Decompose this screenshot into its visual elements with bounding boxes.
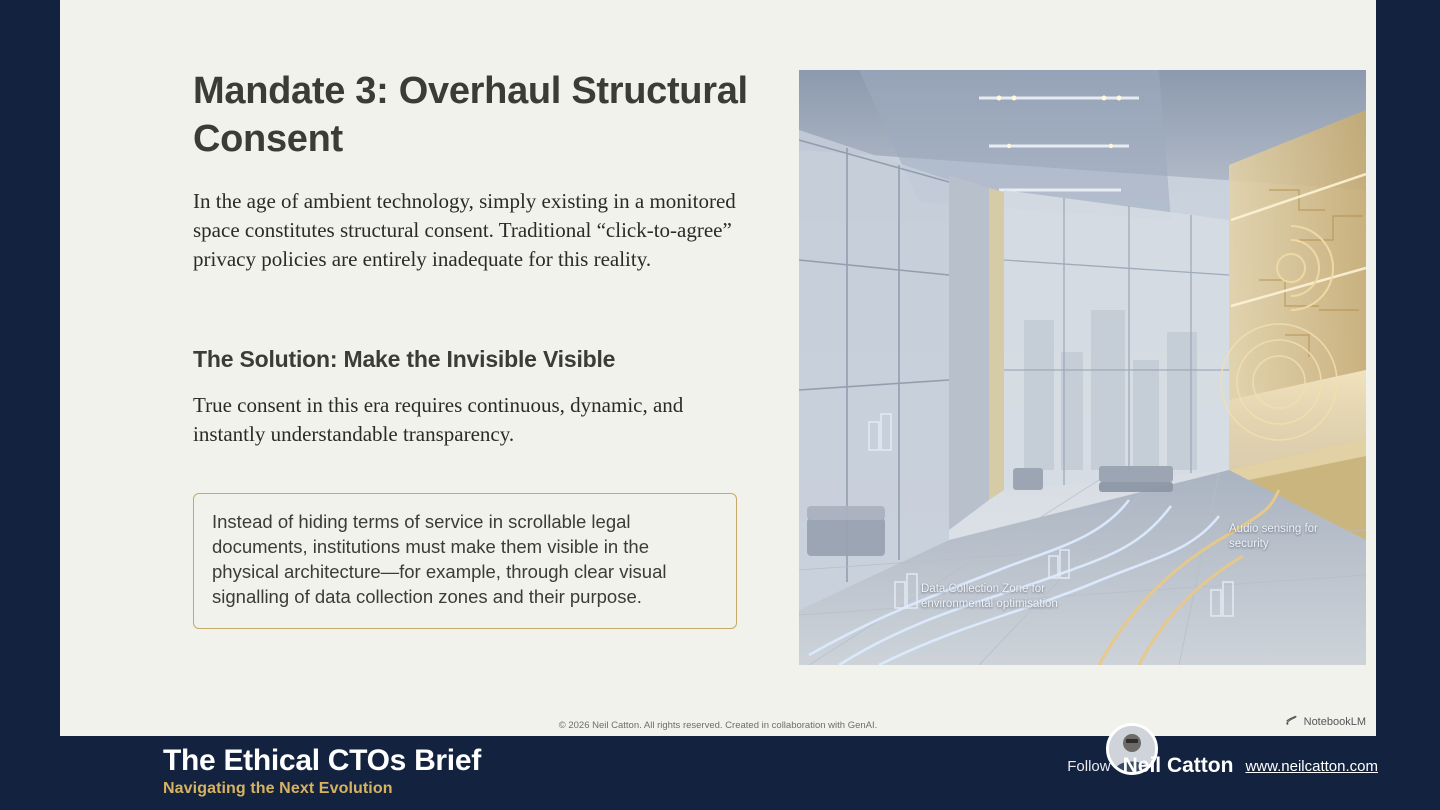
notebooklm-label: NotebookLM (1303, 716, 1366, 728)
artwork-label-audio: Audio sensing for security (1229, 523, 1318, 550)
brand-title: The Ethical CTOs Brief (163, 744, 481, 777)
slide-text-column (193, 68, 753, 629)
callout-text: Instead of hiding terms of service in scrollable legal documents, institutions must make them visible in the physical architecture—for example, through clear visual signalling of data collection zones and their purpose. (212, 510, 667, 607)
page-title: Mandate 3: Overhaul Structural Consent (193, 70, 748, 160)
brand-block (163, 744, 481, 798)
website-link[interactable]: www.neilcatton.com (1245, 757, 1378, 775)
copyright-text: © 2026 Neil Catton. All rights reserved. Created in collaboration with GenAI. (558, 720, 878, 731)
notebooklm-icon (1285, 714, 1298, 730)
lobby-illustration-graphic (799, 70, 1366, 665)
solution-paragraph: True consent in this era requires continuous, dynamic, and instantly understandable transparency. (193, 392, 684, 446)
artwork-label-data: Data Collection Zone for environmental optimisation (921, 583, 1058, 610)
intro-paragraph: In the age of ambient technology, simply existing in a monitored space constitutes structural consent. Traditional “click-to-agree” privacy policies are entirely inadequate for this reality. (193, 189, 736, 271)
solution-heading: The Solution: Make the Invisible Visible (193, 345, 616, 372)
footer-bar (0, 736, 1440, 810)
slide-illustration (799, 70, 1366, 665)
person-name: Neil Catton (1122, 754, 1234, 777)
slide-canvas (60, 0, 1376, 736)
follow-label: Follow (1067, 757, 1111, 775)
notebooklm-badge (1285, 714, 1366, 730)
callout-box (193, 493, 737, 629)
slide-right-margin (1376, 0, 1440, 736)
follow-group (1067, 754, 1378, 778)
brand-subtitle: Navigating the Next Evolution (163, 780, 393, 797)
